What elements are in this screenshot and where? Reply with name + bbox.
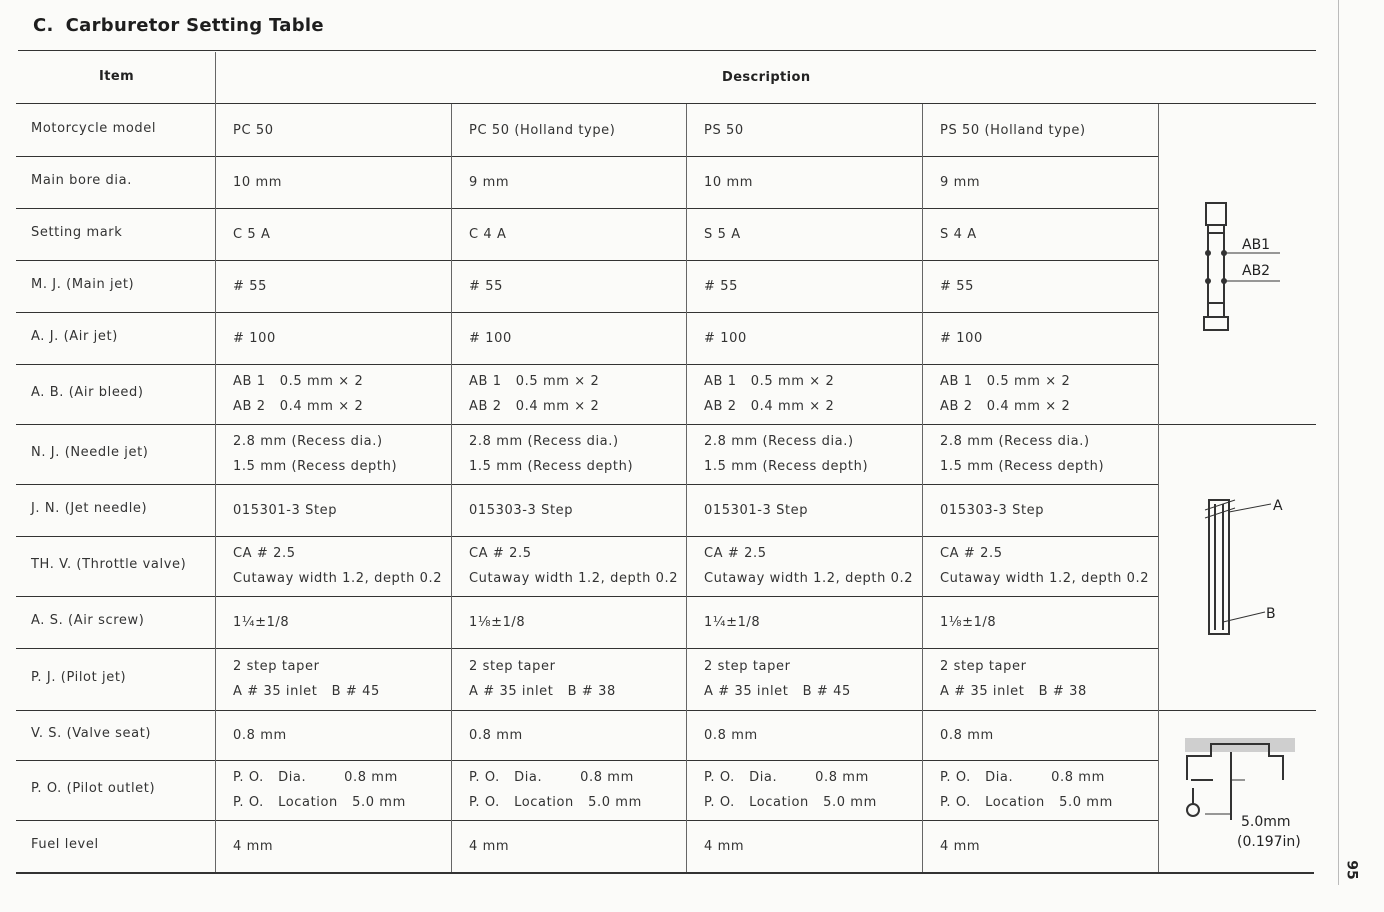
fuel-level-dimension: 5.0mm <box>1241 814 1291 830</box>
table-cell <box>469 541 678 591</box>
cell-line: 4 mm <box>233 838 274 854</box>
cell-line: 015301-3 Step <box>233 502 338 518</box>
cell-line: S 5 A <box>704 226 741 242</box>
cell-line: CA # 2.5 <box>704 546 767 561</box>
table-cell <box>233 170 282 195</box>
page-title <box>33 15 324 36</box>
row-label: Setting mark <box>31 225 123 240</box>
row-label: P. O. (Pilot outlet) <box>31 781 156 796</box>
cell-line: Cutaway width 1.2, depth 0.2 <box>940 571 1150 586</box>
table-cell <box>704 498 808 523</box>
table-rule <box>16 103 1316 104</box>
table-cell <box>940 610 996 635</box>
cell-line: PC 50 <box>233 122 274 138</box>
table-cell <box>940 498 1044 523</box>
table-cell <box>469 369 599 419</box>
cell-line: 1⅛±1/8 <box>940 614 997 630</box>
table-cell <box>940 723 994 748</box>
table-cell <box>704 723 758 748</box>
table-cell <box>704 541 913 591</box>
table-cell <box>704 222 741 247</box>
cell-line: 1⅛±1/8 <box>469 614 526 630</box>
table-rule <box>16 760 1158 761</box>
cell-line: 2 step taper <box>233 659 320 674</box>
table-cell <box>469 326 512 351</box>
cell-line: # 100 <box>940 330 983 346</box>
cell-line: 1.5 mm (Recess depth) <box>940 459 1105 474</box>
table-cell <box>233 498 337 523</box>
table-cell <box>469 429 633 479</box>
cell-line: AB 1 0.5 mm × 2 <box>469 374 600 389</box>
table-cell <box>233 765 406 815</box>
page-edge-rule <box>1338 0 1339 885</box>
table-rule <box>16 710 1316 711</box>
table-cell <box>233 369 363 419</box>
cell-line: 10 mm <box>704 174 754 190</box>
table-cell <box>233 429 397 479</box>
cell-line: # 55 <box>469 278 503 294</box>
cell-line: 4 mm <box>469 838 510 854</box>
cell-line: # 55 <box>233 278 267 294</box>
table-cell <box>704 369 834 419</box>
table-cell <box>940 326 983 351</box>
table-cell <box>704 118 744 143</box>
cell-line: CA # 2.5 <box>233 546 296 561</box>
cell-line: 2 step taper <box>469 659 556 674</box>
cell-line: 015303-3 Step <box>940 502 1045 518</box>
table-rule <box>16 312 1158 313</box>
cell-line: AB 2 0.4 mm × 2 <box>940 399 1071 414</box>
table-cell <box>940 541 1149 591</box>
row-label: A. B. (Air bleed) <box>31 385 144 400</box>
table-cell <box>469 723 523 748</box>
table-rule <box>16 156 1158 157</box>
row-label: N. J. (Needle jet) <box>31 445 149 460</box>
table-rule <box>16 208 1158 209</box>
needle-a-label: A <box>1273 498 1283 514</box>
cell-line: 1¼±1/8 <box>233 614 290 630</box>
table-cell <box>940 222 977 247</box>
table-cell <box>233 326 276 351</box>
table-cell <box>469 498 573 523</box>
table-rule <box>16 364 1158 365</box>
table-rule <box>16 820 1158 821</box>
table-cell <box>469 834 509 859</box>
table-cell <box>704 834 744 859</box>
table-rule <box>16 872 1314 874</box>
row-label: Fuel level <box>31 837 99 852</box>
cell-line: 0.8 mm <box>233 727 287 743</box>
cell-line: PS 50 <box>704 122 744 138</box>
needle-jet-diagram <box>1195 490 1295 640</box>
cell-line: AB 2 0.4 mm × 2 <box>233 399 364 414</box>
column-rule <box>922 104 923 872</box>
cell-line: A # 35 inlet B # 45 <box>233 684 380 699</box>
table-cell <box>469 654 616 704</box>
row-label: P. J. (Pilot jet) <box>31 670 127 685</box>
cell-line: AB 2 0.4 mm × 2 <box>469 399 600 414</box>
table-cell <box>469 170 509 195</box>
cell-line: 0.8 mm <box>940 727 994 743</box>
cell-line: Cutaway width 1.2, depth 0.2 <box>233 571 443 586</box>
ab2-label: AB2 <box>1242 263 1271 279</box>
table-cell <box>233 723 287 748</box>
table-cell <box>704 765 877 815</box>
table-cell <box>940 369 1070 419</box>
cell-line: PS 50 (Holland type) <box>940 122 1086 138</box>
table-cell <box>469 274 503 299</box>
cell-line: CA # 2.5 <box>940 546 1003 561</box>
table-cell <box>704 274 738 299</box>
table-rule <box>16 596 1158 597</box>
cell-line: 1.5 mm (Recess depth) <box>233 459 398 474</box>
fuel-level-diagram <box>1165 728 1315 858</box>
table-cell <box>940 118 1086 143</box>
table-rule <box>16 536 1158 537</box>
cell-line: 2 step taper <box>940 659 1027 674</box>
cell-line: AB 1 0.5 mm × 2 <box>704 374 835 389</box>
cell-line: 0.8 mm <box>469 727 523 743</box>
column-rule <box>215 52 216 872</box>
row-label: M. J. (Main jet) <box>31 277 135 292</box>
table-cell <box>233 274 267 299</box>
cell-line: P. O. Dia. 0.8 mm <box>233 770 398 785</box>
table-cell <box>469 118 615 143</box>
cell-line: # 100 <box>469 330 512 346</box>
air-bleed-diagram <box>1190 195 1290 340</box>
table-cell <box>704 654 851 704</box>
page-number: 95 <box>1343 860 1360 880</box>
cell-line: 0.8 mm <box>704 727 758 743</box>
row-label: TH. V. (Throttle valve) <box>31 557 187 572</box>
row-label: V. S. (Valve seat) <box>31 726 152 741</box>
cell-line: CA # 2.5 <box>469 546 532 561</box>
table-cell <box>233 222 271 247</box>
table-cell <box>233 610 289 635</box>
cell-line: 015301-3 Step <box>704 502 809 518</box>
section-letter: C. <box>33 15 54 36</box>
table-cell <box>704 429 868 479</box>
cell-line: # 55 <box>940 278 974 294</box>
column-rule <box>451 104 452 872</box>
row-label: A. S. (Air screw) <box>31 613 145 628</box>
cell-line: # 100 <box>233 330 276 346</box>
row-label: Motorcycle model <box>31 121 157 136</box>
cell-line: P. O. Location 5.0 mm <box>704 795 877 810</box>
table-cell <box>469 765 642 815</box>
table-cell <box>940 765 1113 815</box>
table-cell <box>704 610 760 635</box>
cell-line: S 4 A <box>940 226 977 242</box>
table-cell <box>940 274 974 299</box>
table-cell <box>940 834 980 859</box>
cell-line: P. O. Dia. 0.8 mm <box>469 770 634 785</box>
cell-line: 1¼±1/8 <box>704 614 761 630</box>
cell-line: C 5 A <box>233 226 271 242</box>
table-rule <box>16 260 1158 261</box>
cell-line: # 55 <box>704 278 738 294</box>
cell-line: 1.5 mm (Recess depth) <box>469 459 634 474</box>
cell-line: P. O. Location 5.0 mm <box>233 795 406 810</box>
cell-line: Cutaway width 1.2, depth 0.2 <box>704 571 914 586</box>
table-cell <box>233 834 273 859</box>
table-cell <box>233 654 380 704</box>
row-label: Main bore dia. <box>31 173 132 188</box>
table-cell <box>704 326 747 351</box>
needle-b-label: B <box>1266 606 1276 622</box>
cell-line: P. O. Location 5.0 mm <box>940 795 1113 810</box>
column-rule <box>1158 104 1159 872</box>
cell-line: A # 35 inlet B # 38 <box>469 684 616 699</box>
table-cell <box>940 429 1104 479</box>
cell-line: AB 1 0.5 mm × 2 <box>233 374 364 389</box>
row-label: J. N. (Jet needle) <box>31 501 148 516</box>
cell-line: # 100 <box>704 330 747 346</box>
cell-line: A # 35 inlet B # 38 <box>940 684 1087 699</box>
cell-line: P. O. Location 5.0 mm <box>469 795 642 810</box>
cell-line: Cutaway width 1.2, depth 0.2 <box>469 571 679 586</box>
table-cell <box>940 170 980 195</box>
cell-line: 4 mm <box>704 838 745 854</box>
column-rule <box>686 104 687 872</box>
cell-line: 2.8 mm (Recess dia.) <box>469 434 619 449</box>
cell-line: P. O. Dia. 0.8 mm <box>940 770 1105 785</box>
cell-line: AB 1 0.5 mm × 2 <box>940 374 1071 389</box>
cell-line: 9 mm <box>940 174 981 190</box>
cell-line: 015303-3 Step <box>469 502 574 518</box>
table-cell <box>704 170 753 195</box>
cell-line: P. O. Dia. 0.8 mm <box>704 770 869 785</box>
table-cell <box>233 541 442 591</box>
row-label: A. J. (Air jet) <box>31 329 118 344</box>
cell-line: 2.8 mm (Recess dia.) <box>940 434 1090 449</box>
cell-line: A # 35 inlet B # 45 <box>704 684 851 699</box>
section-title: Carburetor Setting Table <box>65 15 324 36</box>
table-cell <box>940 654 1087 704</box>
table-cell <box>469 222 507 247</box>
table-cell <box>233 118 274 143</box>
cell-line: PC 50 (Holland type) <box>469 122 616 138</box>
cell-line: 9 mm <box>469 174 510 190</box>
table-rule <box>16 484 1158 485</box>
table-rule <box>16 648 1158 649</box>
cell-line: C 4 A <box>469 226 507 242</box>
cell-line: 2 step taper <box>704 659 791 674</box>
cell-line: 2.8 mm (Recess dia.) <box>233 434 383 449</box>
cell-line: AB 2 0.4 mm × 2 <box>704 399 835 414</box>
ab1-label: AB1 <box>1242 237 1271 253</box>
cell-line: 10 mm <box>233 174 283 190</box>
cell-line: 2.8 mm (Recess dia.) <box>704 434 854 449</box>
item-header: Item <box>99 69 135 84</box>
cell-line: 4 mm <box>940 838 981 854</box>
fuel-level-dimension-in: (0.197in) <box>1237 834 1301 850</box>
cell-line: 1.5 mm (Recess depth) <box>704 459 869 474</box>
table-rule <box>16 424 1316 425</box>
table-cell <box>469 610 525 635</box>
table-rule <box>18 50 1316 51</box>
description-header: Description <box>722 70 811 85</box>
